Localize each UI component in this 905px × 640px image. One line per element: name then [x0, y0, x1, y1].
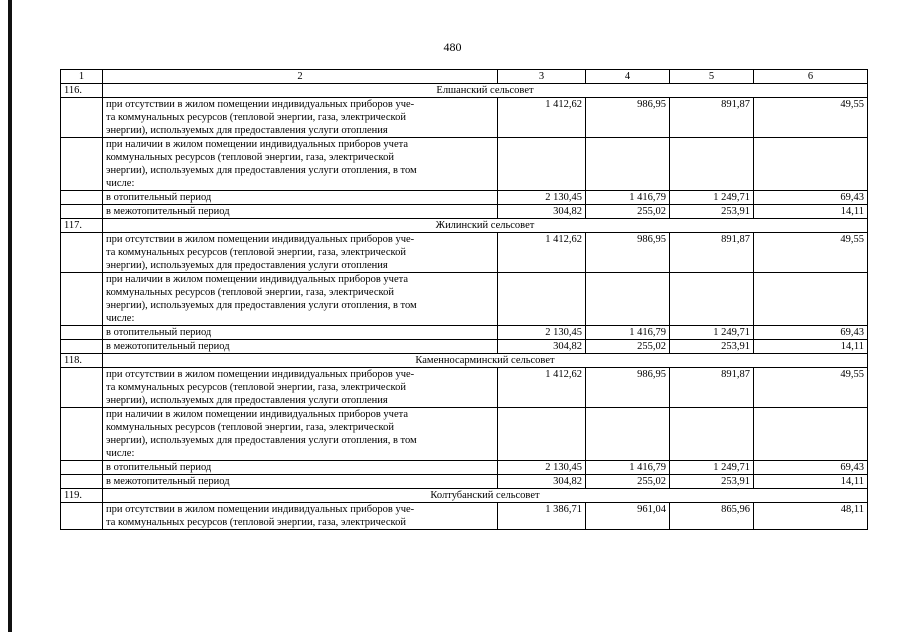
value-cell-c4 [586, 273, 670, 326]
table-row [61, 98, 868, 138]
index-cell [61, 138, 103, 191]
page-number: 480 [443, 40, 462, 54]
value-cell-c6 [754, 138, 868, 191]
value-cell-c6 [754, 408, 868, 461]
description-cell: при отсутствии в жилом помещении индивидуальных приборов уче- та коммунальных ресурсов (тепловой энергии, газа, электрической энергии), используемых для предоставления услуги отопления [103, 98, 498, 138]
description-cell: при наличии в жилом помещении индивидуальных приборов учета коммунальных ресурсов (тепловой энергии, газа, электрической энергии), используемых для предоставления услуги отопления, в том числе: [103, 408, 498, 461]
index-cell [61, 368, 103, 408]
section-row [61, 354, 868, 368]
tariff-table [60, 69, 868, 530]
value-cell-c4: 986,95 [586, 368, 670, 408]
value-cell-c3: 2 130,45 [498, 461, 586, 475]
table-row [61, 340, 868, 354]
section-title: Жилинский сельсовет [103, 219, 868, 233]
section-row [61, 84, 868, 98]
table-row [61, 233, 868, 273]
section-row [61, 219, 868, 233]
table-row [61, 408, 868, 461]
table-row [61, 503, 868, 530]
value-cell-c6: 14,11 [754, 205, 868, 219]
index-cell [61, 461, 103, 475]
table-row [61, 475, 868, 489]
index-cell [61, 191, 103, 205]
value-cell-c4: 255,02 [586, 340, 670, 354]
description-cell: в отопительный период [103, 326, 498, 340]
value-cell-c3: 2 130,45 [498, 326, 586, 340]
value-cell-c3: 1 412,62 [498, 233, 586, 273]
section-title: Каменносарминский сельсовет [103, 354, 868, 368]
value-cell-c4: 1 416,79 [586, 191, 670, 205]
value-cell-c3: 1 386,71 [498, 503, 586, 530]
scan-left-edge [8, 0, 12, 632]
value-cell-c3 [498, 138, 586, 191]
value-cell-c6: 49,55 [754, 98, 868, 138]
value-cell-c5 [670, 408, 754, 461]
index-cell [61, 205, 103, 219]
column-header: 2 [103, 70, 498, 84]
value-cell-c4: 961,04 [586, 503, 670, 530]
value-cell-c5: 253,91 [670, 205, 754, 219]
table-row [61, 461, 868, 475]
value-cell-c3: 1 412,62 [498, 98, 586, 138]
description-cell: в отопительный период [103, 191, 498, 205]
table-row [61, 326, 868, 340]
section-index: 118. [61, 354, 103, 368]
value-cell-c3: 304,82 [498, 475, 586, 489]
value-cell-c5: 891,87 [670, 368, 754, 408]
value-cell-c4 [586, 408, 670, 461]
value-cell-c5 [670, 138, 754, 191]
value-cell-c3: 2 130,45 [498, 191, 586, 205]
value-cell-c5: 1 249,71 [670, 461, 754, 475]
section-row [61, 489, 868, 503]
column-header: 5 [670, 70, 754, 84]
value-cell-c4: 986,95 [586, 233, 670, 273]
table-row [61, 138, 868, 191]
table-row [61, 368, 868, 408]
table-body [61, 70, 868, 530]
value-cell-c5: 1 249,71 [670, 326, 754, 340]
value-cell-c4: 1 416,79 [586, 461, 670, 475]
column-header-row [61, 70, 868, 84]
description-cell: в межотопительный период [103, 340, 498, 354]
value-cell-c3 [498, 408, 586, 461]
table-row [61, 191, 868, 205]
description-cell: при отсутствии в жилом помещении индивидуальных приборов уче- та коммунальных ресурсов (тепловой энергии, газа, электрической [103, 503, 498, 530]
value-cell-c6: 69,43 [754, 191, 868, 205]
value-cell-c6: 48,11 [754, 503, 868, 530]
index-cell [61, 233, 103, 273]
index-cell [61, 503, 103, 530]
description-cell: в межотопительный период [103, 205, 498, 219]
column-header: 4 [586, 70, 670, 84]
value-cell-c6: 14,11 [754, 340, 868, 354]
value-cell-c5: 253,91 [670, 340, 754, 354]
column-header: 3 [498, 70, 586, 84]
value-cell-c4: 986,95 [586, 98, 670, 138]
table-row [61, 273, 868, 326]
value-cell-c5: 891,87 [670, 233, 754, 273]
value-cell-c4: 255,02 [586, 475, 670, 489]
value-cell-c6: 69,43 [754, 461, 868, 475]
value-cell-c6: 14,11 [754, 475, 868, 489]
description-cell: в межотопительный период [103, 475, 498, 489]
section-index: 116. [61, 84, 103, 98]
value-cell-c3: 1 412,62 [498, 368, 586, 408]
value-cell-c5: 865,96 [670, 503, 754, 530]
description-cell: при отсутствии в жилом помещении индивидуальных приборов уче- та коммунальных ресурсов (тепловой энергии, газа, электрической энергии), используемых для предоставления услуги отопления [103, 233, 498, 273]
value-cell-c6: 69,43 [754, 326, 868, 340]
description-cell: при отсутствии в жилом помещении индивидуальных приборов уче- та коммунальных ресурсов (тепловой энергии, газа, электрической энергии), используемых для предоставления услуги отопления [103, 368, 498, 408]
index-cell [61, 326, 103, 340]
value-cell-c3: 304,82 [498, 340, 586, 354]
value-cell-c5: 253,91 [670, 475, 754, 489]
description-cell: при наличии в жилом помещении индивидуальных приборов учета коммунальных ресурсов (тепловой энергии, газа, электрической энергии), используемых для предоставления услуги отопления, в том числе: [103, 138, 498, 191]
column-header: 6 [754, 70, 868, 84]
value-cell-c3 [498, 273, 586, 326]
index-cell [61, 273, 103, 326]
description-cell: при наличии в жилом помещении индивидуальных приборов учета коммунальных ресурсов (тепловой энергии, газа, электрической энергии), используемых для предоставления услуги отопления, в том числе: [103, 273, 498, 326]
value-cell-c4: 1 416,79 [586, 326, 670, 340]
value-cell-c3: 304,82 [498, 205, 586, 219]
table-row [61, 205, 868, 219]
section-title: Елшанский сельсовет [103, 84, 868, 98]
value-cell-c6: 49,55 [754, 233, 868, 273]
section-title: Колтубанский сельсовет [103, 489, 868, 503]
value-cell-c6 [754, 273, 868, 326]
index-cell [61, 408, 103, 461]
value-cell-c4: 255,02 [586, 205, 670, 219]
value-cell-c5: 891,87 [670, 98, 754, 138]
value-cell-c5: 1 249,71 [670, 191, 754, 205]
index-cell [61, 98, 103, 138]
section-index: 117. [61, 219, 103, 233]
section-index: 119. [61, 489, 103, 503]
value-cell-c6: 49,55 [754, 368, 868, 408]
index-cell [61, 340, 103, 354]
index-cell [61, 475, 103, 489]
value-cell-c5 [670, 273, 754, 326]
value-cell-c4 [586, 138, 670, 191]
column-header: 1 [61, 70, 103, 84]
description-cell: в отопительный период [103, 461, 498, 475]
